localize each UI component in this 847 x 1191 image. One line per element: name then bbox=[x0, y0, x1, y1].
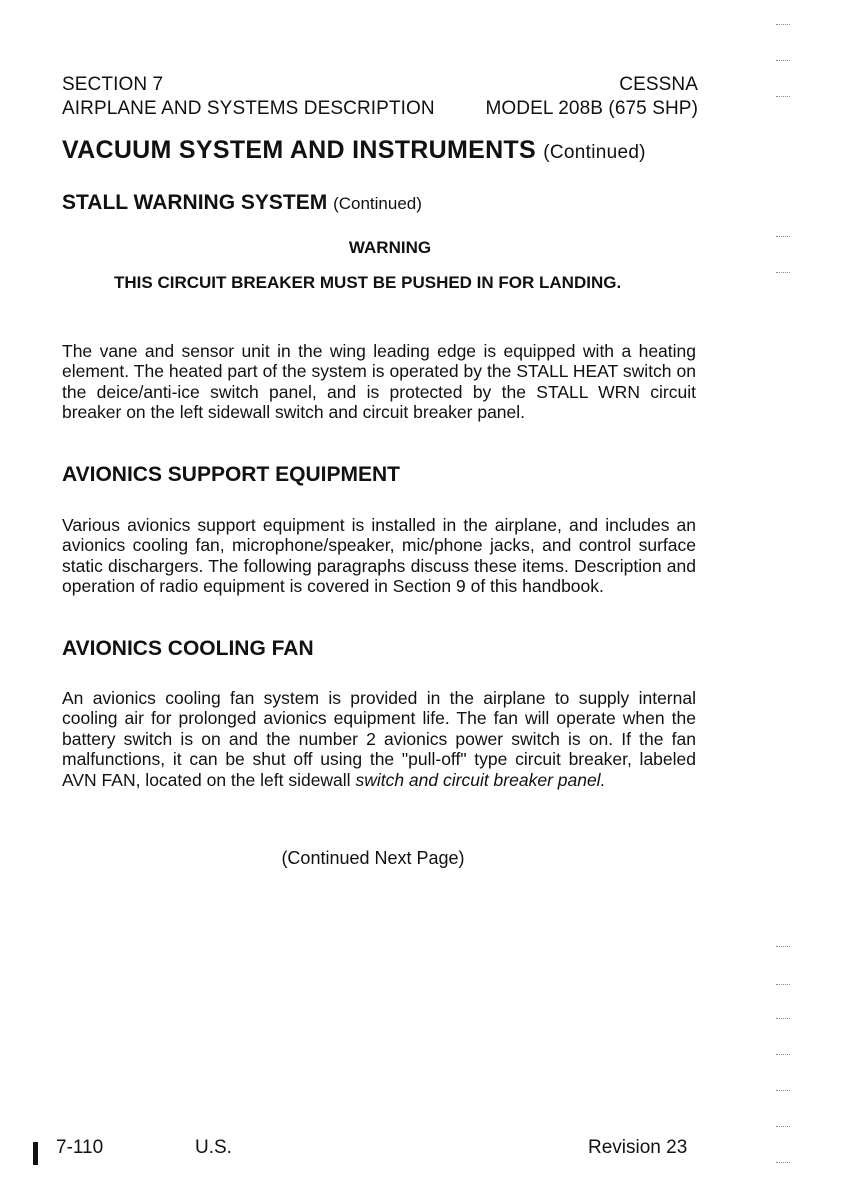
scan-edge-mark bbox=[776, 1090, 790, 1092]
scan-edge-mark bbox=[776, 1126, 790, 1128]
brand-name: CESSNA bbox=[619, 74, 698, 95]
footer-page-number: 7-110 bbox=[56, 1137, 104, 1158]
footer-region: U.S. bbox=[195, 1137, 232, 1158]
continued-next-page: (Continued Next Page) bbox=[281, 848, 465, 868]
warning-label: WARNING bbox=[348, 238, 432, 257]
scan-edge-mark bbox=[776, 24, 790, 26]
cooling-fan-heading: AVIONICS COOLING FAN bbox=[62, 637, 314, 660]
scan-edge-mark bbox=[776, 1054, 790, 1056]
scan-edge-mark bbox=[776, 1162, 790, 1164]
page-title-main: VACUUM SYSTEM AND INSTRUMENTS bbox=[62, 136, 536, 164]
scan-edge-mark bbox=[776, 1018, 790, 1020]
header-row-2 bbox=[62, 98, 698, 120]
avionics-support-paragraph: Various avionics support equipment is installed in the airplane, and includes an avionics cooling fan, microphone/speaker, mic/phone jacks, and control surface static dischargers. The following paragraphs discuss these items. Description and operation of radio equipment is covered in Section 9 of this handbook. bbox=[62, 515, 696, 597]
header-row-1 bbox=[62, 74, 698, 96]
scan-edge-mark bbox=[776, 984, 790, 986]
revision-bar bbox=[33, 1142, 38, 1165]
model-name: MODEL 208B (675 SHP) bbox=[485, 98, 698, 119]
scan-edge-mark bbox=[776, 272, 790, 274]
warning-text: THIS CIRCUIT BREAKER MUST BE PUSHED IN FOR LANDING. bbox=[114, 273, 622, 292]
subsection-title-main: STALL WARNING SYSTEM bbox=[62, 191, 328, 214]
subsection-title-continued: (Continued) bbox=[333, 194, 422, 213]
page-title-continued: (Continued) bbox=[543, 142, 646, 163]
avionics-support-heading: AVIONICS SUPPORT EQUIPMENT bbox=[62, 463, 400, 486]
scan-edge-mark bbox=[776, 236, 790, 238]
section-number: SECTION 7 bbox=[62, 74, 164, 95]
scan-edge-mark bbox=[776, 60, 790, 62]
section-title: AIRPLANE AND SYSTEMS DESCRIPTION bbox=[62, 98, 435, 119]
scan-edge-mark bbox=[776, 946, 790, 948]
stall-heat-paragraph: The vane and sensor unit in the wing leading edge is equipped with a heating element. The heated part of the system is operated by the STALL HEAT switch on the deice/anti-ice switch panel, and is protected by the STALL WRN circuit breaker on the left sidewall switch and circuit breaker panel. bbox=[62, 341, 696, 423]
cooling-fan-paragraph bbox=[62, 688, 696, 790]
cooling-fan-paragraph-end: switch and circuit breaker panel. bbox=[355, 769, 606, 790]
footer-revision: Revision 23 bbox=[588, 1137, 688, 1158]
page-title bbox=[62, 136, 646, 165]
subsection-title bbox=[62, 191, 422, 215]
scan-edge-mark bbox=[776, 96, 790, 98]
cooling-fan-paragraph-main: An avionics cooling fan system is provided in the airplane to supply internal cooling air for prolonged avionics equipment life. The fan will operate when the battery switch is on and the number 2 avionics power switch is on. If the fan malfunctions, it can be shut off using the "pull-off" type circuit breaker, labeled AVN FAN, located on the left sidewall bbox=[62, 688, 696, 790]
